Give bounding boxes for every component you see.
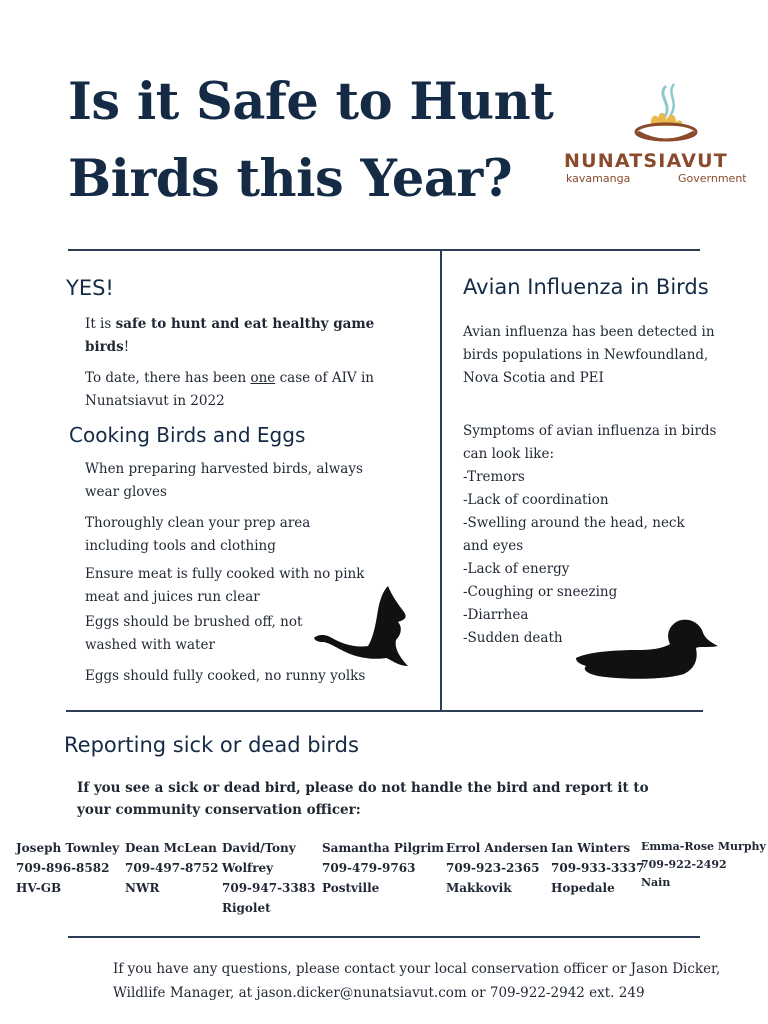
- contact-community: HV-GB: [16, 881, 62, 895]
- symptom-item: -Lack of coordination: [463, 492, 609, 508]
- contact-name-line-2: Wolfrey: [222, 861, 274, 875]
- cooking-item: Eggs should be brushed off, not washed with water: [85, 614, 303, 653]
- duck-silhouette-icon: [574, 618, 720, 680]
- logo-sub-left: kavamanga: [566, 172, 631, 185]
- contact-card: [125, 838, 218, 898]
- contact-name: Samantha Pilgrim: [322, 841, 444, 855]
- contact-phone: 709-947-3383: [222, 881, 316, 895]
- cooking-item: When preparing harvested birds, always wear gloves: [85, 461, 363, 500]
- contact-card: [446, 838, 548, 898]
- symptoms-intro: Symptoms of avian influenza in birds can look like:: [463, 423, 717, 462]
- one-underlined: one: [250, 370, 276, 386]
- contact-phone: 709-923-2365: [446, 861, 540, 875]
- yes-paragraph-2: To date, there has been one case of AIV in Nunatsiavut in 2022: [85, 370, 374, 409]
- nunatsiavut-logo: [564, 82, 754, 192]
- title-line-1: Is it Safe to Hunt: [68, 72, 554, 132]
- symptom-item: -Sudden death: [463, 630, 563, 646]
- symptom-item: -Diarrhea: [463, 607, 529, 623]
- logo-wordmark: NUNATSIAVUT: [564, 150, 728, 172]
- contact-community: NWR: [125, 881, 160, 895]
- contact-phone: 709-922-2492: [641, 858, 727, 871]
- contact-name: Joseph Townley: [16, 841, 120, 855]
- contact-phone: 709-479-9763: [322, 861, 416, 875]
- cooking-item: Ensure meat is fully cooked with no pink meat and juices run clear: [85, 566, 365, 605]
- column-divider: [440, 249, 442, 711]
- bottom-divider: [68, 936, 700, 938]
- avian-intro: Avian influenza has been detected in birds populations in Newfoundland, Nova Scotia and PEI: [463, 324, 715, 386]
- contact-card: [16, 838, 119, 898]
- contact-card: [551, 838, 644, 898]
- cooking-item: Eggs should fully cooked, no runny yolks: [85, 668, 366, 684]
- symptom-item: -Tremors: [463, 469, 525, 485]
- contact-name: Dean McLean: [125, 841, 217, 855]
- logo-sub-right: Government: [678, 172, 747, 185]
- yes-heading: YES!: [66, 276, 114, 300]
- contact-card: [222, 838, 315, 918]
- goose-silhouette-icon: [312, 586, 412, 670]
- yes-paragraph-1: It is safe to hunt and eat healthy game birds!: [85, 316, 375, 355]
- footer-line-1: If you have any questions, please contact your local conservation officer or Jason Dicker,: [113, 961, 721, 977]
- symptom-item: -Swelling around the head, neck and eyes: [463, 515, 685, 554]
- contact-name: Errol Andersen: [446, 841, 549, 855]
- cooking-heading: Cooking Birds and Eggs: [69, 423, 306, 447]
- cooking-item: Thoroughly clean your prep area including tools and clothing: [85, 515, 311, 554]
- safe-emphasis: safe to hunt and eat healthy game birds: [85, 316, 375, 355]
- contact-phone: 709-497-8752: [125, 861, 219, 875]
- contact-name: David/Tony: [222, 841, 296, 855]
- contact-name: Emma-Rose Murphy: [641, 840, 766, 853]
- contact-name: Ian Winters: [551, 841, 631, 855]
- contact-community: Rigolet: [222, 901, 271, 915]
- top-divider: [68, 249, 700, 251]
- middle-divider: [66, 710, 703, 712]
- contact-community: Makkovik: [446, 881, 512, 895]
- contact-card: [641, 838, 766, 892]
- contact-community: Nain: [641, 876, 671, 889]
- footer-line-2: Wildlife Manager, at jason.dicker@nunatsiavut.com or 709-922-2942 ext. 249: [113, 985, 645, 1001]
- reporting-instruction: If you see a sick or dead bird, please do not handle the bird and report it to your community conservation officer:: [77, 780, 649, 818]
- contact-phone: 709-933-3337: [551, 861, 645, 875]
- avian-heading: Avian Influenza in Birds: [463, 275, 709, 299]
- qulliq-lamp-icon: [626, 82, 706, 150]
- contact-phone: 709-896-8582: [16, 861, 110, 875]
- title-line-2: Birds this Year?: [68, 149, 513, 209]
- contact-card: [322, 838, 444, 898]
- contact-community: Hopedale: [551, 881, 615, 895]
- contact-community: Postville: [322, 881, 380, 895]
- reporting-heading: Reporting sick or dead birds: [64, 733, 359, 757]
- symptom-item: -Coughing or sneezing: [463, 584, 618, 600]
- page-title: [68, 64, 568, 218]
- footer-contact-info: [113, 957, 721, 1005]
- symptom-item: -Lack of energy: [463, 561, 570, 577]
